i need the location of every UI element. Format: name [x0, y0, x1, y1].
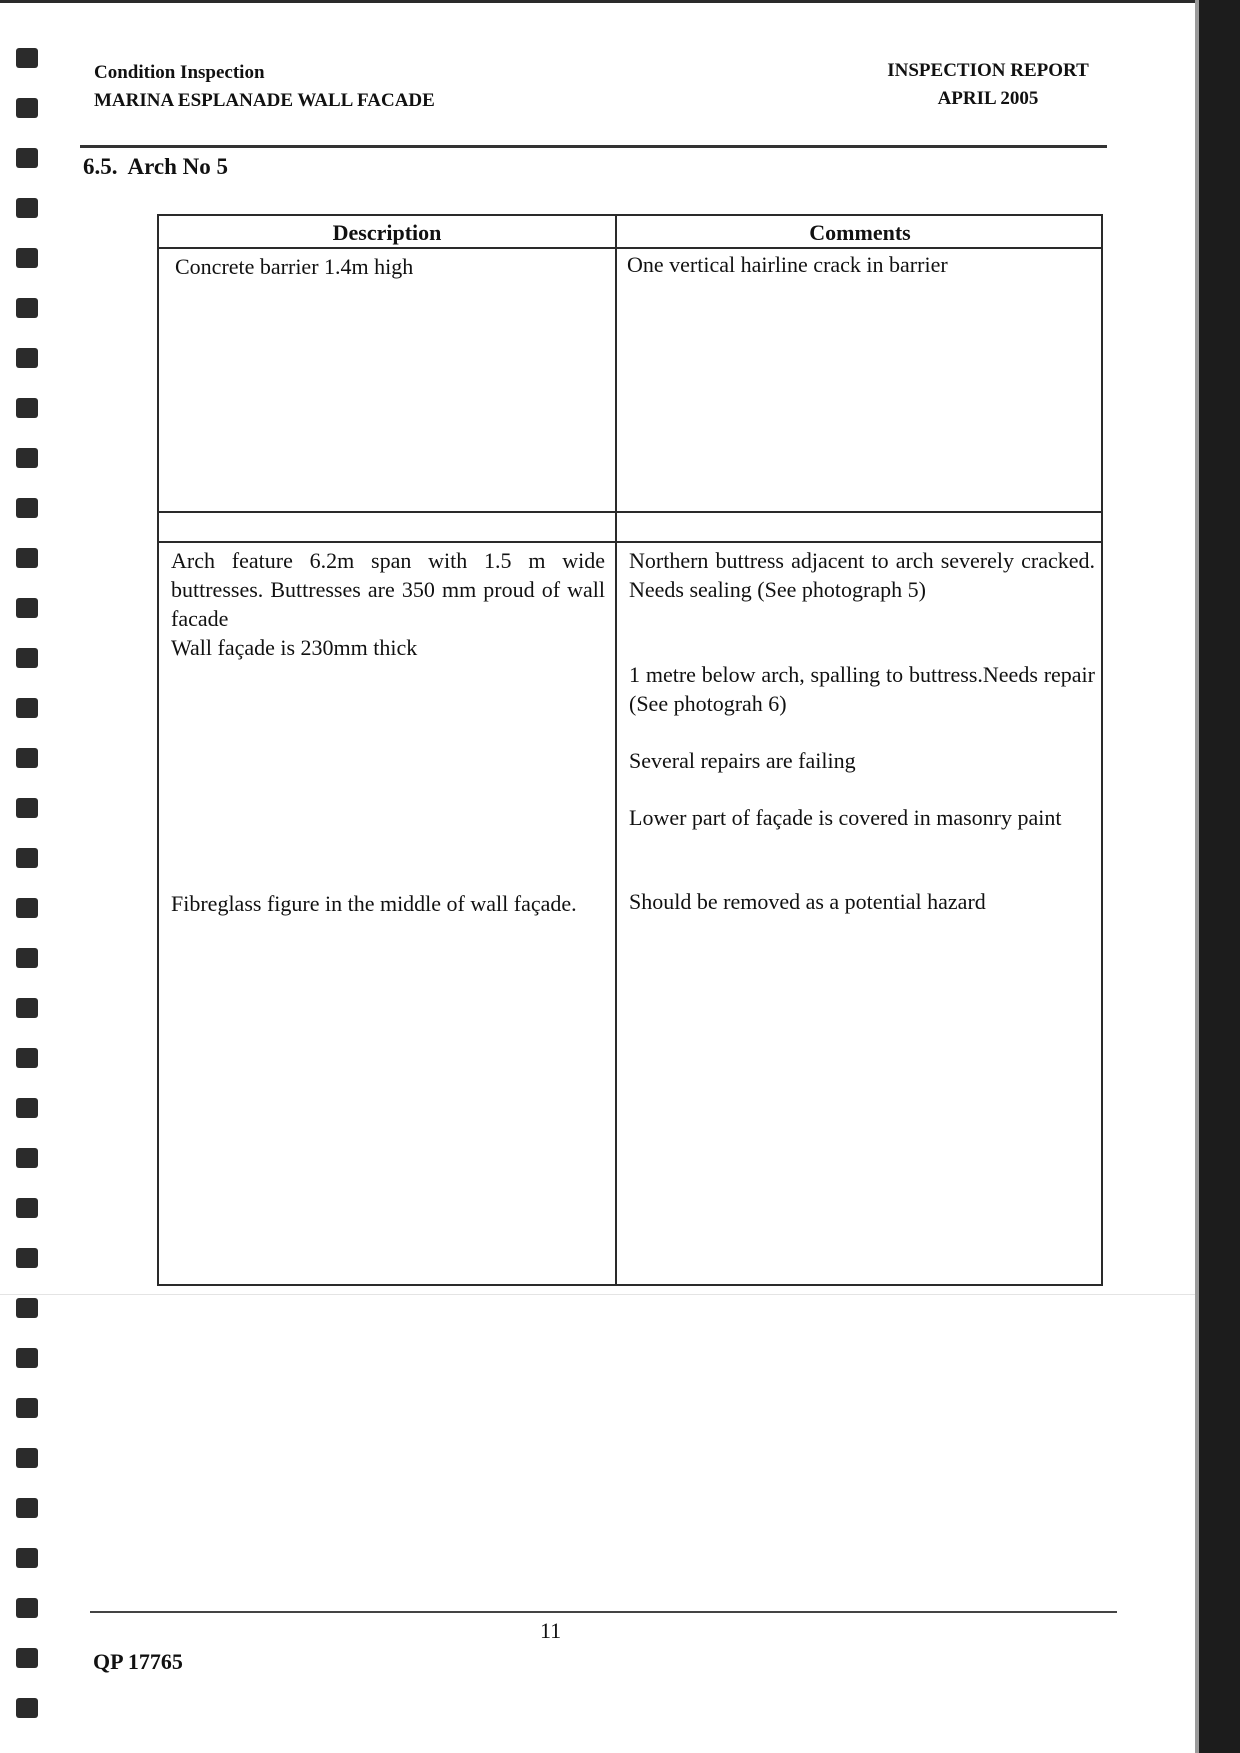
binding-hole [16, 1248, 38, 1268]
row-divider [159, 511, 1101, 513]
header-project: MARINA ESPLANADE WALL FACADE [94, 90, 435, 111]
row3-comment-buttress: Northern buttress adjacent to arch severely cracked. Needs sealing (See photograph 5) [629, 548, 1095, 602]
binding-hole [16, 1398, 38, 1418]
binding-hole [16, 1098, 38, 1118]
footer-rule [90, 1611, 1117, 1613]
binding-hole [16, 448, 38, 468]
binding-hole [16, 548, 38, 568]
header-rule [80, 145, 1107, 148]
scan-artifact-line [0, 1294, 1195, 1295]
header-left [94, 62, 435, 112]
page-number: 11 [540, 1618, 562, 1643]
header-subtitle: Condition Inspection [94, 62, 265, 83]
binding-hole [16, 98, 38, 118]
binding-hole [16, 1548, 38, 1568]
binding-hole [16, 298, 38, 318]
header-row-divider [159, 247, 1101, 249]
binding-hole [16, 1048, 38, 1068]
binding-hole [16, 1698, 38, 1718]
binding-hole [16, 798, 38, 818]
row3-description-wall: Wall façade is 230mm thick [171, 635, 418, 660]
row3-description-figure: Fibreglass figure in the middle of wall façade. [171, 891, 577, 916]
binding-hole [16, 1448, 38, 1468]
binding-hole [16, 1648, 38, 1668]
scan-right-edge [1199, 0, 1240, 1753]
binding-hole [16, 1148, 38, 1168]
column-header-comments: Comments [809, 220, 911, 245]
scan-top-edge [0, 0, 1240, 3]
section-number: 6.5. [83, 154, 118, 179]
header-report-type: INSPECTION REPORT [887, 60, 1089, 81]
binding-hole [16, 248, 38, 268]
binding-hole [16, 998, 38, 1018]
binding-hole [16, 348, 38, 368]
binding-hole [16, 1348, 38, 1368]
binding-holes [16, 48, 38, 1748]
inspection-table [157, 214, 1103, 1286]
row3-comment-paint: Lower part of façade is covered in masonry paint [629, 805, 1062, 830]
binding-hole [16, 398, 38, 418]
binding-hole [16, 948, 38, 968]
binding-hole [16, 1598, 38, 1618]
binding-hole [16, 648, 38, 668]
document-reference: QP 17765 [93, 1649, 183, 1674]
column-header-description: Description [332, 220, 442, 245]
binding-hole [16, 198, 38, 218]
row3-comment-spalling: 1 metre below arch, spalling to buttress.Needs repair (See photograh 6) [629, 662, 1095, 716]
row3-description-arch: Arch feature 6.2m span with 1.5 m wide buttresses. Buttresses are 350 mm proud of wall facade [171, 548, 605, 631]
binding-hole [16, 598, 38, 618]
binding-hole [16, 848, 38, 868]
row1-description: Concrete barrier 1.4m high [175, 254, 414, 279]
binding-hole [16, 1498, 38, 1518]
row3-comment-hazard: Should be removed as a potential hazard [629, 889, 986, 914]
section-title: Arch No 5 [127, 154, 229, 179]
binding-hole [16, 498, 38, 518]
binding-hole [16, 748, 38, 768]
row1-comment: One vertical hairline crack in barrier [627, 252, 948, 277]
section-heading [83, 154, 238, 180]
header-right [868, 60, 1108, 110]
binding-hole [16, 898, 38, 918]
header-date: APRIL 2005 [937, 88, 1039, 109]
binding-hole [16, 1298, 38, 1318]
binding-hole [16, 48, 38, 68]
column-divider [615, 216, 617, 1284]
binding-hole [16, 698, 38, 718]
row-divider [159, 541, 1101, 543]
binding-hole [16, 1198, 38, 1218]
row3-comment-repairs: Several repairs are failing [629, 748, 856, 773]
binding-hole [16, 148, 38, 168]
